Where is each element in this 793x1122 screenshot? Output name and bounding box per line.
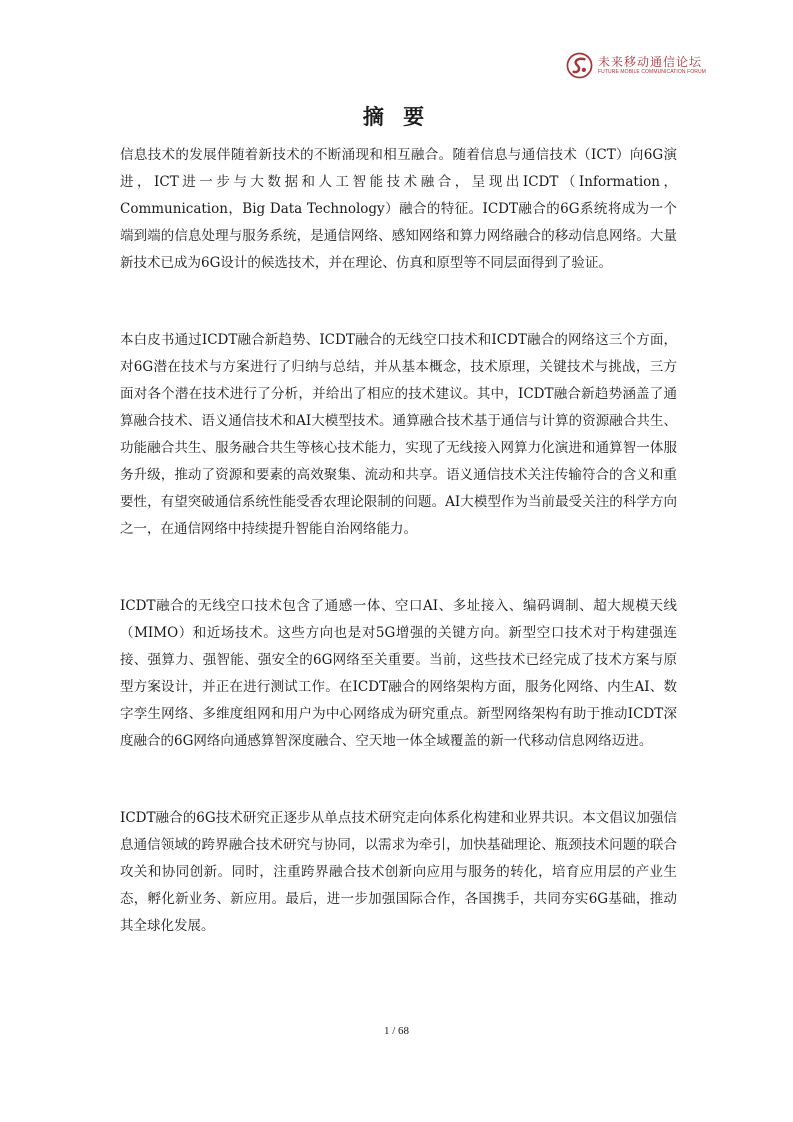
logo-chinese-name: 未来移动通信论坛 [598, 55, 703, 69]
abstract-paragraph-2: 本白皮书通过ICDT融合新趋势、ICDT融合的无线空口技术和ICDT融合的网络这三个方面，对6G潜在技术与方案进行了归纳与总结，并从基本概念，技术原理，关键技术与挑战，三方面对各个潜在技术进行了分析，并给出了相应的技术建议。其中，ICDT融合新趋势涵盖了通算融合技术、语义通信技术和AI大模型技术。通算融合技术基于通信与计算的资源融合共生、功能融合共生、服务融合共生等核心技术能力，实现了无线接入网算力化演进和通算智一体服务升级，推动了资源和要素的高效聚集、流动和共享。语义通信技术关注传输符合的含义和重要性，有望突破通信系统性能受香农理论限制的问题。AI大模型作为当前最受关注的科学方向之一，在通信网络中持续提升智能自治网络能力。 [120, 332, 677, 537]
abstract-body [120, 142, 677, 940]
page-title: 摘 要 [362, 105, 431, 129]
abstract-paragraph-3: ICDT融合的无线空口技术包含了通感一体、空口AI、多址接入、编码调制、超大规模天线（MIMO）和近场技术。这些方向也是对5G增强的关键方向。新型空口技术对于构建强连接、强算力、强智能、强安全的6G网络至关重要。当前，这些技术已经完成了技术方案与原型方案设计，并正在进行测试工作。在ICDT融合的网络架构方面，服务化网络、内生AI、数字孪生网络、多维度组网和用户为中心网络成为研究重点。新型网络架构有助于推动ICDT深度融合的6G网络向通感算智深度融合、空天地一体全域覆盖的新一代移动信息网络迈进。 [120, 598, 677, 749]
logo-english-name: FUTURE MOBILE COMMUNICATION FORUM [598, 69, 706, 75]
future-mobile-forum-logo-icon [566, 52, 593, 79]
page-number: 1 / 68 [383, 1025, 410, 1037]
logo-text [598, 55, 706, 76]
abstract-paragraph-4: ICDT融合的6G技术研究正逐步从单点技术研究走向体系化构建和业界共识。本文倡议加强信息通信领域的跨界融合技术研究与协同，以需求为牵引，加快基础理论、瓶颈技术问题的联合攻关和协同创新。同时，注重跨界融合技术创新向应用与服务的转化，培育应用层的产业生态，孵化新业务、新应用。最后，进一步加强国际合作，各国携手，共同夯实6G基础，推动其全球化发展。 [120, 810, 677, 934]
abstract-paragraph-1: 信息技术的发展伴随着新技术的不断涌现和相互融合。随着信息与通信技术（ICT）向6G演进，ICT进一步与大数据和人工智能技术融合，呈现出ICDT（Information，Communication，Big Data Technology）融合的特征。ICDT融合的6G系统将成为一个端到端的信息处理与服务系统，是通信网络、感知网络和算力网络融合的移动信息网络。大量新技术已成为6G设计的候选技术，并在理论、仿真和原型等不同层面得到了验证。 [120, 147, 677, 271]
header-logo [566, 52, 706, 79]
